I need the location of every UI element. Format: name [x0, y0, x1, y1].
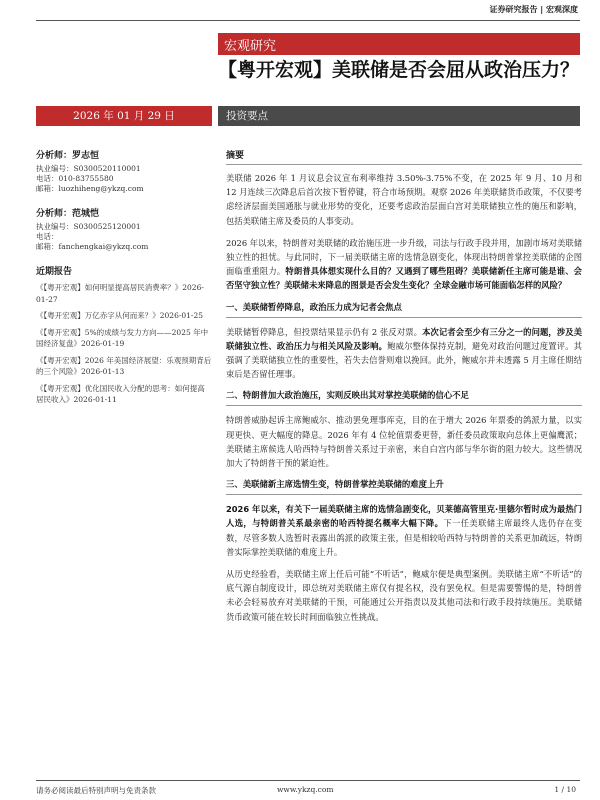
recent-reports-title: 近期报告 — [36, 267, 73, 277]
page-footer — [36, 780, 580, 795]
top-bar — [0, 0, 600, 22]
analyst-card — [36, 148, 212, 194]
paragraph-text: 美联储暂停降息，但投票结果显示仍有 2 张反对票。 — [226, 326, 423, 337]
section-heading-1: 一、美联储暂停降息，政治压力成为记者会焦点 — [226, 301, 582, 318]
paragraph-text: 2026 年以来，特朗普对美联储的政治施压进一步升级，司法与行政手段并用，加剧市场对美联储独立性的担忧。与此同时，下一届美联储主席的选情急剧变化，体现出特朗普掌控美联储的企图面临重重阻力。 — [226, 237, 582, 277]
analyst-license: 执业编号：S0300525120001 — [36, 222, 141, 231]
recent-report-link[interactable]: 《【粤开宏观】万亿赤字从何而来？》2026-01-25 — [36, 311, 203, 320]
analyst-phone: 电话：010-83755580 — [36, 174, 114, 183]
section-heading-3: 三、美联储新主席选情生变，特朗普掌控美联储的难度上升 — [226, 478, 582, 495]
highlight-text: 本次记者会至少有三分之一的问题，涉及美联储独立性、政治压力与相关风险及影响。 — [226, 326, 582, 351]
analyst-name: 分析师：范城恺 — [36, 209, 100, 219]
report-date: 2026 年 01 月 29 日 — [36, 106, 212, 126]
analyst-phone: 电话： — [36, 232, 59, 241]
analyst-email[interactable]: 邮箱：luozhiheng@ykzq.com — [36, 184, 144, 193]
analyst-card — [36, 206, 212, 252]
main-content — [226, 148, 582, 632]
section-paragraph — [226, 325, 582, 382]
top-divider — [36, 20, 580, 21]
recent-report-link[interactable]: 《【粤开宏观】优化国民收入分配的思考：如何提高居民收入》2026-01-11 — [36, 383, 205, 404]
disclaimer-link[interactable]: 请务必阅读最后特别声明与免责条款 — [36, 786, 156, 795]
section-paragraph: 从历史经验看，美联储主席上任后可能“不听话”，鲍威尔便是典型案例。美联储主席“不听话”的底气源自制度设计，即总统对美联储主席仅有提名权，没有罢免权。但是需要警惕的是，特朗普未必会轻易放弃对美联储的干预，可能通过公开指责以及其他司法和行政手段持续施压。美联储货币政策可能在较长时间面临独立性挑战。 — [226, 569, 582, 622]
section-banner: 投资要点 — [218, 106, 580, 126]
abstract-paragraph: 美联储 2026 年 1 月议息会议宣布利率维持 3.50%-3.75%不变，在 2025 年 9 月、10 月和 12 月连续三次降息后首次按下暂停键，符合市场预期。观察 2026 年美联储货币政策，不仅要考虑经济层面美国通胀与就业形势的变化，还要考虑政治层面白宫对美联储独立性的施压和影响，包括美联储主席及委员的人事变动。 — [226, 173, 582, 226]
analyst-email[interactable]: 邮箱：fanchengkai@ykzq.com — [36, 242, 149, 251]
recent-report-link[interactable]: 《【粤开宏观】2026 年美国经济展望：乐观预期背后的三个风险》2026-01-13 — [36, 355, 212, 376]
abstract-paragraph — [226, 236, 582, 293]
abstract-title: 摘要 — [226, 148, 582, 165]
analyst-name: 分析师：罗志恒 — [36, 151, 100, 161]
report-type-label: 证券研究报告 | 宏观深度 — [489, 5, 578, 14]
recent-report-link[interactable]: 《【粤开宏观】5%的成绩与发力方向——2025 年中国经济复盘》2026-01-19 — [36, 327, 209, 348]
key-questions: 特朗普具体想实现什么目的？又遇到了哪些阻碍？美联储新任主席可能是谁、会否坚守独立性？美联储未来降息的图景是否会发生变化？全球金融市场可能面临怎样的风险？ — [226, 266, 582, 291]
report-title: 【粤开宏观】美联储是否会屈从政治压力？ — [218, 59, 580, 81]
category-banner: 宏观研究 — [218, 33, 580, 55]
paragraph-text: 鲍威尔整体保持克制，避免对政治问题过度置评。其强调了美联储独立性的重要性，若失去信誉则难以挽回。此外，鲍威尔并未透露 5 月主席任期结束后是否留任理事。 — [226, 340, 582, 380]
paragraph-text: 下一任美联储主席最终人选仍存在变数，尽管多数人选暂时表露出鸽派的政策主张，但是相较哈西特与特朗普的关系更加疏远，特朗普实际掌控美联储的难度上升。 — [226, 518, 582, 557]
sidebar — [36, 148, 212, 411]
analyst-license: 执业编号：S0300520110001 — [36, 164, 141, 173]
section-paragraph — [226, 502, 582, 559]
recent-report-link[interactable]: 《【粤开宏观】如何明显提高居民消费率？》2026-01-27 — [36, 283, 204, 304]
website-link[interactable]: www.ykzq.com — [277, 785, 334, 794]
section-paragraph: 特朗普威胁起诉主席鲍威尔、推动罢免理事库克，目的在于增大 2026 年票委的鸽派力量，以实现更快、更大幅度的降息。2026 年有 4 位轮值票委更替，新任委员政策取向总体上更偏鹰派；美联储主席候选人哈西特与特朗普关系过于亲密，来自白宫内部与华尔街的阻力较大。这些情况加大了特朗普干预的紧迫性。 — [226, 415, 582, 469]
section-heading-2: 二、特朗普加大政治施压，实则反映出其对掌控美联储的信心不足 — [226, 389, 582, 406]
highlight-text: 2026 年以来，有关下一届美联储主席的选情急剧变化，贝莱德高管里克·里德尔暂时成为最热门人选，与特朗普关系最亲密的哈西特提名概率大幅下降。 — [226, 504, 582, 529]
page-number: 1 / 10 — [554, 785, 576, 794]
